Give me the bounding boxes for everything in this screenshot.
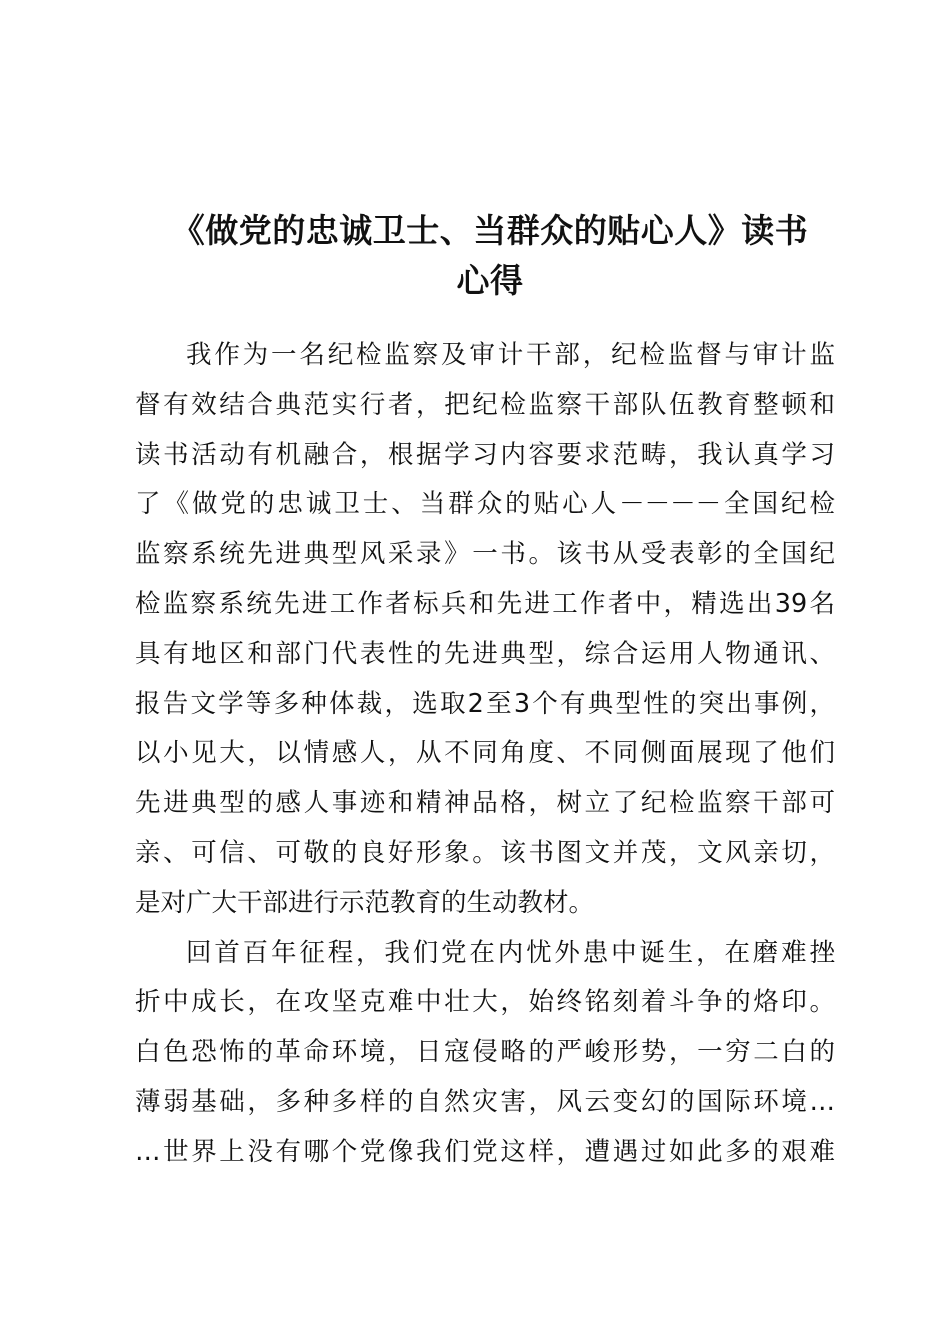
paragraph-2-line-1: 回首百年征程，我们党在内忧外患中诞生，在磨难挫 bbox=[186, 937, 835, 968]
paragraph-1-line-11: 亲、可信、可敬的良好形象。该书图文并茂，文风亲切， bbox=[135, 837, 835, 868]
paragraph-1-line-12: 是对广大干部进行示范教育的生动教材。 bbox=[135, 887, 595, 918]
paragraph-2-line-3: 白色恐怖的革命环境，日寇侵略的严峻形势，一穷二白的 bbox=[135, 1037, 835, 1068]
title-line-1: 《做党的忠诚卫士、当群众的贴心人》读书 bbox=[171, 211, 809, 250]
paragraph-1-line-9: 以小见大，以情感人，从不同角度、不同侧面展现了他们 bbox=[135, 738, 835, 769]
paragraph-2-line-4: 薄弱基础，多种多样的自然灾害，风云变幻的国际环境… bbox=[135, 1086, 835, 1117]
paragraph-1-line-8: 报告文学等多种体裁，选取2至3个有典型性的突出事例， bbox=[135, 688, 835, 719]
document-body bbox=[135, 331, 835, 1178]
document-title bbox=[130, 206, 850, 306]
paragraph-1-line-6: 检监察系统先进工作者标兵和先进工作者中，精选出39名 bbox=[135, 588, 835, 619]
paragraph-1-line-3: 读书活动有机融合，根据学习内容要求范畴，我认真学习 bbox=[135, 439, 835, 470]
paragraph-1-line-4: 了《做党的忠诚卫士、当群众的贴心人－－－－全国纪检 bbox=[135, 489, 835, 520]
paragraph-2-line-5: …世界上没有哪个党像我们党这样，遭遇过如此多的艰难 bbox=[135, 1136, 835, 1167]
paragraph-1-line-2: 督有效结合典范实行者，把纪检监察干部队伍教育整顿和 bbox=[135, 389, 835, 420]
paragraph-2-line-2: 折中成长，在攻坚克难中壮大，始终铭刻着斗争的烙印。 bbox=[135, 987, 835, 1018]
paragraph-1-line-7: 具有地区和部门代表性的先进典型，综合运用人物通讯、 bbox=[135, 638, 835, 669]
paragraph-1-line-5: 监察系统先进典型风采录》一书。该书从受表彰的全国纪 bbox=[135, 539, 835, 570]
paragraph-1-line-10: 先进典型的感人事迹和精神品格，树立了纪检监察干部可 bbox=[135, 788, 835, 819]
paragraph-1-line-1: 我作为一名纪检监察及审计干部，纪检监督与审计监 bbox=[186, 340, 835, 370]
title-line-2: 心得 bbox=[456, 261, 524, 300]
